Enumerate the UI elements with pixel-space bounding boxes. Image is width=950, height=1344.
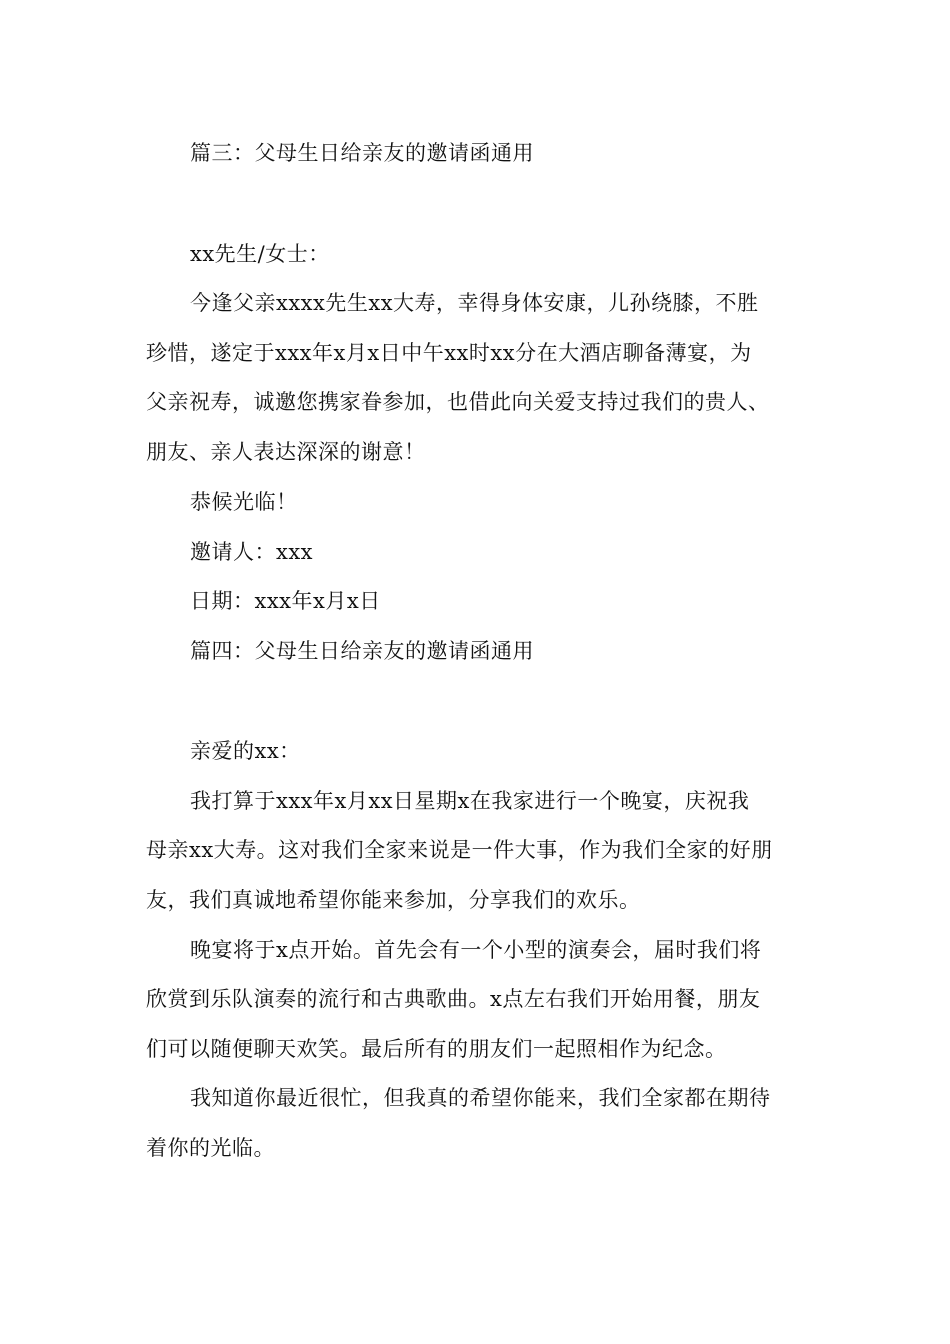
section-three-salutation: xx先生/女士： (190, 242, 330, 266)
section-four-heading: 篇四：父母生日给亲友的邀请函通用 (190, 639, 534, 663)
section-three-heading: 篇三：父母生日给亲友的邀请函通用 (190, 141, 534, 165)
section-four-paragraph-one-line: 我打算于xxx年x月xx日星期x在我家进行一个晚宴，庆祝我 (190, 789, 750, 813)
section-three-body-line: 朋友、亲人表达深深的谢意！ (146, 440, 426, 464)
section-four-salutation: 亲爱的xx： (190, 739, 301, 763)
section-four-paragraph-three-line: 着你的光临。 (146, 1136, 275, 1160)
section-three-date: 日期：xxx年x月x日 (190, 589, 381, 613)
section-three-inviter: 邀请人：xxx (190, 540, 314, 564)
section-four-paragraph-three-line: 我知道你最近很忙，但我真的希望你能来，我们全家都在期待 (190, 1086, 771, 1110)
section-four-paragraph-one-line: 母亲xx大寿。这对我们全家来说是一件大事，作为我们全家的好朋 (146, 838, 773, 862)
section-three-body-line: 父亲祝寿，诚邀您携家眷参加，也借此向关爱支持过我们的贵人、 (146, 390, 770, 414)
section-four-paragraph-two-line: 晚宴将于x点开始。首先会有一个小型的演奏会，届时我们将 (190, 938, 762, 962)
section-four-paragraph-two-line: 欣赏到乐队演奏的流行和古典歌曲。x点左右我们开始用餐，朋友 (146, 987, 761, 1011)
section-four-paragraph-one-line: 友，我们真诚地希望你能来参加，分享我们的欢乐。 (146, 888, 641, 912)
section-three-body-line: 今逢父亲xxxx先生xx大寿，幸得身体安康，儿孙绕膝，不胜 (190, 291, 759, 315)
section-four-paragraph-two-line: 们可以随便聊天欢笑。最后所有的朋友们一起照相作为纪念。 (146, 1037, 727, 1061)
section-three-closing: 恭候光临！ (190, 490, 298, 514)
section-three-body-line: 珍惜，遂定于xxx年x月x日中午xx时xx分在大酒店聊备薄宴，为 (146, 341, 752, 365)
